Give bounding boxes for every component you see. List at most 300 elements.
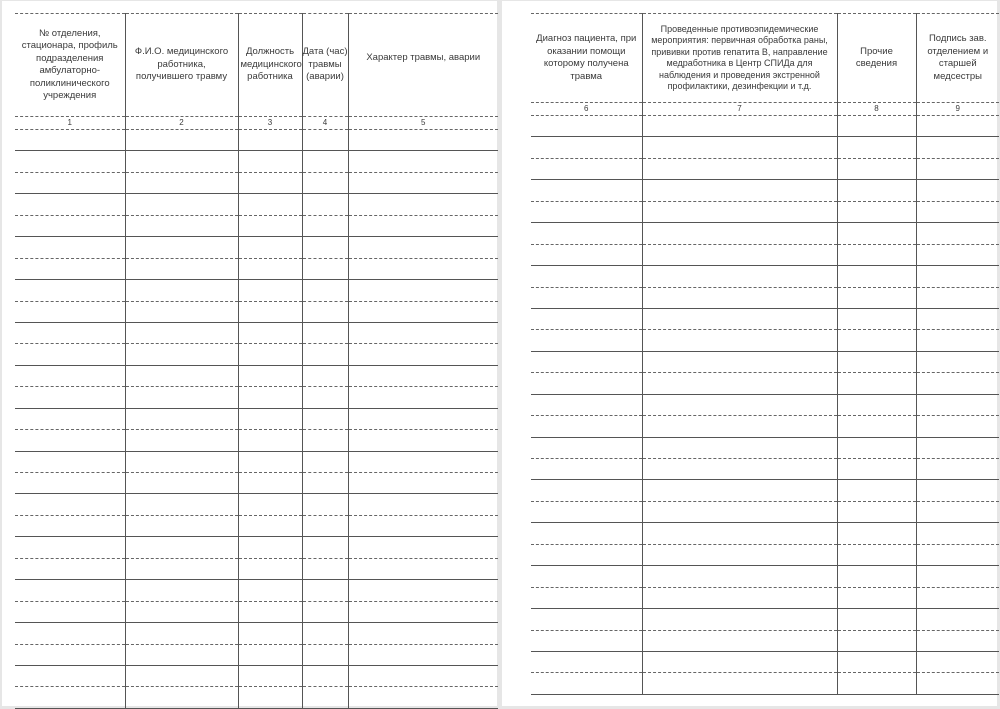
table-cell[interactable]	[348, 430, 498, 451]
table-cell[interactable]	[916, 158, 999, 179]
table-cell[interactable]	[348, 344, 498, 365]
table-cell[interactable]	[837, 373, 916, 394]
table-cell[interactable]	[15, 408, 125, 429]
table-cell[interactable]	[15, 322, 125, 343]
table-cell[interactable]	[837, 544, 916, 565]
table-cell[interactable]	[125, 601, 238, 622]
table-cell[interactable]	[15, 687, 125, 708]
col-number: 7	[642, 103, 837, 116]
table-cell[interactable]	[125, 644, 238, 665]
table-cell[interactable]	[302, 430, 348, 451]
table-cell[interactable]	[15, 473, 125, 494]
table-cell[interactable]	[125, 665, 238, 686]
table-cell[interactable]	[238, 130, 302, 151]
table-cell[interactable]	[916, 544, 999, 565]
table-row	[15, 215, 498, 236]
table-cell[interactable]	[348, 280, 498, 301]
table-cell[interactable]	[238, 322, 302, 343]
table-cell[interactable]	[238, 194, 302, 215]
table-cell[interactable]	[642, 308, 837, 329]
table-cell[interactable]	[348, 473, 498, 494]
table-cell[interactable]	[302, 644, 348, 665]
table-cell[interactable]	[348, 644, 498, 665]
table-cell[interactable]	[125, 451, 238, 472]
table-cell[interactable]	[348, 558, 498, 579]
table-cell[interactable]	[238, 601, 302, 622]
table-cell[interactable]	[125, 215, 238, 236]
table-cell[interactable]	[642, 394, 837, 415]
table-cell[interactable]	[15, 451, 125, 472]
col-number: 6	[531, 103, 642, 116]
table-cell[interactable]	[642, 673, 837, 694]
table-cell[interactable]	[125, 537, 238, 558]
table-cell[interactable]	[348, 494, 498, 515]
table-cell[interactable]	[916, 609, 999, 630]
table-cell[interactable]	[837, 651, 916, 672]
table-row	[15, 130, 498, 151]
table-cell[interactable]	[238, 580, 302, 601]
table-row	[15, 237, 498, 258]
table-cell[interactable]	[15, 580, 125, 601]
table-cell[interactable]	[531, 351, 642, 372]
table-cell[interactable]	[642, 351, 837, 372]
table-cell[interactable]	[837, 266, 916, 287]
table-cell[interactable]	[238, 644, 302, 665]
table-row	[531, 308, 999, 329]
table-cell[interactable]	[302, 515, 348, 536]
table-cell[interactable]	[531, 416, 642, 437]
table-cell[interactable]	[916, 351, 999, 372]
table-row	[531, 566, 999, 587]
table-cell[interactable]	[916, 394, 999, 415]
table-cell[interactable]	[302, 537, 348, 558]
table-cell[interactable]	[238, 237, 302, 258]
table-cell[interactable]	[916, 287, 999, 308]
table-row	[15, 151, 498, 172]
table-cell[interactable]	[916, 308, 999, 329]
table-cell[interactable]	[238, 451, 302, 472]
table-cell[interactable]	[916, 244, 999, 265]
table-cell[interactable]	[837, 137, 916, 158]
table-cell[interactable]	[348, 387, 498, 408]
table-row	[531, 373, 999, 394]
table-cell[interactable]	[837, 673, 916, 694]
table-cell[interactable]	[642, 523, 837, 544]
table-cell[interactable]	[348, 151, 498, 172]
table-cell[interactable]	[837, 587, 916, 608]
table-row	[531, 630, 999, 651]
table-row	[15, 301, 498, 322]
table-cell[interactable]	[916, 330, 999, 351]
table-cell[interactable]	[837, 158, 916, 179]
table-cell[interactable]	[125, 280, 238, 301]
table-cell[interactable]	[916, 523, 999, 544]
table-row	[15, 665, 498, 686]
table-cell[interactable]	[238, 258, 302, 279]
table-cell[interactable]	[302, 451, 348, 472]
col-number: 3	[238, 117, 302, 130]
table-row	[15, 580, 498, 601]
table-cell[interactable]	[837, 116, 916, 137]
table-cell[interactable]	[15, 430, 125, 451]
table-cell[interactable]	[916, 501, 999, 522]
table-row	[15, 258, 498, 279]
left-page	[2, 1, 497, 706]
table-cell[interactable]	[238, 515, 302, 536]
table-cell[interactable]	[837, 501, 916, 522]
table-cell[interactable]	[238, 494, 302, 515]
table-cell[interactable]	[348, 580, 498, 601]
table-row	[531, 201, 999, 222]
col-number: 1	[15, 117, 125, 130]
table-cell[interactable]	[348, 623, 498, 644]
table-cell[interactable]	[302, 494, 348, 515]
table-cell[interactable]	[125, 301, 238, 322]
table-cell[interactable]	[642, 437, 837, 458]
table-row	[531, 351, 999, 372]
table-cell[interactable]	[125, 623, 238, 644]
table-row	[531, 523, 999, 544]
table-cell[interactable]	[238, 408, 302, 429]
table-cell[interactable]	[15, 194, 125, 215]
table-row	[15, 473, 498, 494]
col-number: 5	[348, 117, 498, 130]
table-cell[interactable]	[15, 237, 125, 258]
table-cell[interactable]	[837, 394, 916, 415]
table-cell[interactable]	[238, 365, 302, 386]
table-cell[interactable]	[125, 387, 238, 408]
table-cell[interactable]	[15, 665, 125, 686]
table-cell[interactable]	[15, 344, 125, 365]
table-cell[interactable]	[642, 158, 837, 179]
table-cell[interactable]	[642, 116, 837, 137]
table-cell[interactable]	[15, 601, 125, 622]
table-cell[interactable]	[238, 344, 302, 365]
table-cell[interactable]	[642, 244, 837, 265]
table-cell[interactable]	[238, 473, 302, 494]
table-cell[interactable]	[531, 223, 642, 244]
table-cell[interactable]	[837, 180, 916, 201]
table-cell[interactable]	[348, 322, 498, 343]
table-row	[531, 137, 999, 158]
table-cell[interactable]	[837, 630, 916, 651]
table-cell[interactable]	[916, 437, 999, 458]
table-cell[interactable]	[916, 201, 999, 222]
table-row	[531, 180, 999, 201]
table-row	[531, 459, 999, 480]
table-row	[15, 344, 498, 365]
table-cell[interactable]	[837, 437, 916, 458]
table-cell[interactable]	[642, 416, 837, 437]
table-cell[interactable]	[837, 244, 916, 265]
header-other-info: Прочие сведения	[837, 14, 916, 103]
table-cell[interactable]	[125, 237, 238, 258]
table-cell[interactable]	[348, 215, 498, 236]
table-cell[interactable]	[302, 237, 348, 258]
table-row	[15, 322, 498, 343]
table-cell[interactable]	[531, 394, 642, 415]
table-cell[interactable]	[348, 537, 498, 558]
table-cell[interactable]	[531, 501, 642, 522]
table-cell[interactable]	[15, 494, 125, 515]
table-cell[interactable]	[238, 387, 302, 408]
table-cell[interactable]	[348, 601, 498, 622]
table-cell[interactable]	[531, 437, 642, 458]
table-cell[interactable]	[125, 687, 238, 708]
table-cell[interactable]	[642, 180, 837, 201]
table-cell[interactable]	[916, 630, 999, 651]
table-row	[15, 494, 498, 515]
table-cell[interactable]	[837, 201, 916, 222]
table-cell[interactable]	[348, 408, 498, 429]
table-row	[15, 644, 498, 665]
table-cell[interactable]	[916, 566, 999, 587]
table-cell[interactable]	[916, 416, 999, 437]
table-cell[interactable]	[916, 459, 999, 480]
table-cell[interactable]	[302, 365, 348, 386]
table-row	[531, 266, 999, 287]
table-cell[interactable]	[15, 172, 125, 193]
table-cell[interactable]	[15, 537, 125, 558]
journal-table-left	[15, 13, 498, 709]
table-cell[interactable]	[348, 451, 498, 472]
table-cell[interactable]	[531, 287, 642, 308]
table-cell[interactable]	[15, 644, 125, 665]
header-department: № отделения, стационара, профиль подразделения амбулаторно-поликлинического учреждения	[15, 14, 125, 117]
table-cell[interactable]	[125, 130, 238, 151]
table-cell[interactable]	[531, 566, 642, 587]
table-cell[interactable]	[642, 544, 837, 565]
table-row	[531, 587, 999, 608]
table-cell[interactable]	[348, 515, 498, 536]
table-cell[interactable]	[642, 201, 837, 222]
table-cell[interactable]	[531, 180, 642, 201]
table-cell[interactable]	[238, 558, 302, 579]
table-cell[interactable]	[238, 301, 302, 322]
table-row	[531, 223, 999, 244]
table-cell[interactable]	[531, 330, 642, 351]
table-cell[interactable]	[125, 408, 238, 429]
table-cell[interactable]	[531, 480, 642, 501]
table-cell[interactable]	[642, 266, 837, 287]
table-cell[interactable]	[837, 566, 916, 587]
table-cell[interactable]	[302, 408, 348, 429]
col-number: 4	[302, 117, 348, 130]
table-cell[interactable]	[642, 651, 837, 672]
table-cell[interactable]	[302, 558, 348, 579]
table-cell[interactable]	[302, 344, 348, 365]
table-cell[interactable]	[125, 258, 238, 279]
table-cell[interactable]	[642, 566, 837, 587]
table-cell[interactable]	[531, 244, 642, 265]
table-cell[interactable]	[15, 365, 125, 386]
table-cell[interactable]	[302, 322, 348, 343]
table-cell[interactable]	[15, 151, 125, 172]
table-cell[interactable]	[15, 280, 125, 301]
table-cell[interactable]	[302, 280, 348, 301]
table-cell[interactable]	[15, 130, 125, 151]
table-cell[interactable]	[642, 373, 837, 394]
table-cell[interactable]	[642, 459, 837, 480]
table-cell[interactable]	[916, 480, 999, 501]
table-cell[interactable]	[837, 330, 916, 351]
table-cell[interactable]	[916, 266, 999, 287]
table-cell[interactable]	[125, 494, 238, 515]
table-cell[interactable]	[302, 623, 348, 644]
table-row	[531, 609, 999, 630]
table-cell[interactable]	[531, 651, 642, 672]
table-cell[interactable]	[837, 351, 916, 372]
right-page	[502, 1, 997, 706]
table-cell[interactable]	[15, 623, 125, 644]
table-cell[interactable]	[125, 194, 238, 215]
table-cell[interactable]	[15, 558, 125, 579]
table-cell[interactable]	[531, 266, 642, 287]
table-cell[interactable]	[531, 587, 642, 608]
table-cell[interactable]	[531, 137, 642, 158]
table-cell[interactable]	[348, 130, 498, 151]
table-row	[531, 394, 999, 415]
table-cell[interactable]	[916, 180, 999, 201]
table-cell[interactable]	[916, 116, 999, 137]
table-cell[interactable]	[15, 258, 125, 279]
table-cell[interactable]	[642, 609, 837, 630]
table-cell[interactable]	[302, 387, 348, 408]
table-cell[interactable]	[531, 373, 642, 394]
table-cell[interactable]	[642, 501, 837, 522]
table-cell[interactable]	[837, 523, 916, 544]
col-number: 8	[837, 103, 916, 116]
table-cell[interactable]	[125, 344, 238, 365]
table-cell[interactable]	[837, 459, 916, 480]
table-cell[interactable]	[531, 544, 642, 565]
table-cell[interactable]	[125, 515, 238, 536]
table-cell[interactable]	[916, 223, 999, 244]
table-cell[interactable]	[531, 459, 642, 480]
table-cell[interactable]	[302, 580, 348, 601]
table-cell[interactable]	[531, 630, 642, 651]
table-cell[interactable]	[642, 480, 837, 501]
table-cell[interactable]	[15, 387, 125, 408]
table-cell[interactable]	[302, 130, 348, 151]
table-cell[interactable]	[837, 480, 916, 501]
table-cell[interactable]	[238, 172, 302, 193]
table-cell[interactable]	[531, 308, 642, 329]
table-cell[interactable]	[916, 373, 999, 394]
table-cell[interactable]	[238, 623, 302, 644]
table-cell[interactable]	[837, 287, 916, 308]
table-cell[interactable]	[531, 673, 642, 694]
table-row	[15, 387, 498, 408]
table-cell[interactable]	[348, 172, 498, 193]
table-cell[interactable]	[531, 158, 642, 179]
table-cell[interactable]	[642, 137, 837, 158]
table-cell[interactable]	[302, 473, 348, 494]
table-cell[interactable]	[15, 215, 125, 236]
header-position: Должность медицинского работника	[238, 14, 302, 117]
table-row	[15, 687, 498, 708]
table-cell[interactable]	[302, 194, 348, 215]
table-cell[interactable]	[125, 430, 238, 451]
table-cell[interactable]	[238, 537, 302, 558]
table-cell[interactable]	[238, 430, 302, 451]
table-cell[interactable]	[348, 687, 498, 708]
table-cell[interactable]	[837, 223, 916, 244]
table-row	[15, 365, 498, 386]
table-cell[interactable]	[302, 215, 348, 236]
table-cell[interactable]	[125, 172, 238, 193]
table-cell[interactable]	[348, 301, 498, 322]
table-cell[interactable]	[238, 665, 302, 686]
table-cell[interactable]	[302, 665, 348, 686]
table-row	[531, 330, 999, 351]
header-injury-type: Характер травмы, аварии	[348, 14, 498, 117]
table-cell[interactable]	[916, 673, 999, 694]
table-cell[interactable]	[531, 609, 642, 630]
table-row	[15, 537, 498, 558]
table-cell[interactable]	[348, 258, 498, 279]
table-cell[interactable]	[348, 237, 498, 258]
table-row	[531, 437, 999, 458]
table-cell[interactable]	[238, 151, 302, 172]
table-cell[interactable]	[125, 580, 238, 601]
table-cell[interactable]	[348, 365, 498, 386]
table-cell[interactable]	[837, 308, 916, 329]
table-cell[interactable]	[238, 215, 302, 236]
table-cell[interactable]	[531, 523, 642, 544]
table-cell[interactable]	[302, 601, 348, 622]
table-cell[interactable]	[15, 515, 125, 536]
col-number: 9	[916, 103, 999, 116]
table-cell[interactable]	[302, 687, 348, 708]
journal-table-right	[531, 13, 999, 695]
table-cell[interactable]	[916, 651, 999, 672]
table-row	[531, 544, 999, 565]
table-cell[interactable]	[302, 258, 348, 279]
table-cell[interactable]	[642, 223, 837, 244]
table-row	[531, 651, 999, 672]
table-cell[interactable]	[125, 558, 238, 579]
table-cell[interactable]	[348, 665, 498, 686]
col-number: 2	[125, 117, 238, 130]
table-cell[interactable]	[238, 280, 302, 301]
table-cell[interactable]	[642, 630, 837, 651]
table-cell[interactable]	[916, 137, 999, 158]
table-cell[interactable]	[916, 587, 999, 608]
table-cell[interactable]	[531, 116, 642, 137]
table-cell[interactable]	[125, 151, 238, 172]
table-cell[interactable]	[642, 587, 837, 608]
table-cell[interactable]	[348, 194, 498, 215]
table-cell[interactable]	[531, 201, 642, 222]
table-cell[interactable]	[302, 172, 348, 193]
table-row	[15, 280, 498, 301]
table-cell[interactable]	[302, 301, 348, 322]
table-cell[interactable]	[125, 473, 238, 494]
header-patient-diagnosis: Диагноз пациента, при оказании помощи которому получена травма	[531, 14, 642, 103]
table-cell[interactable]	[837, 609, 916, 630]
header-signature: Подпись зав. отделением и старшей медсестры	[916, 14, 999, 103]
table-cell[interactable]	[837, 416, 916, 437]
table-cell[interactable]	[642, 287, 837, 308]
table-cell[interactable]	[15, 301, 125, 322]
table-cell[interactable]	[302, 151, 348, 172]
table-cell[interactable]	[125, 322, 238, 343]
table-cell[interactable]	[642, 330, 837, 351]
table-cell[interactable]	[238, 687, 302, 708]
table-row	[531, 673, 999, 694]
table-cell[interactable]	[125, 365, 238, 386]
